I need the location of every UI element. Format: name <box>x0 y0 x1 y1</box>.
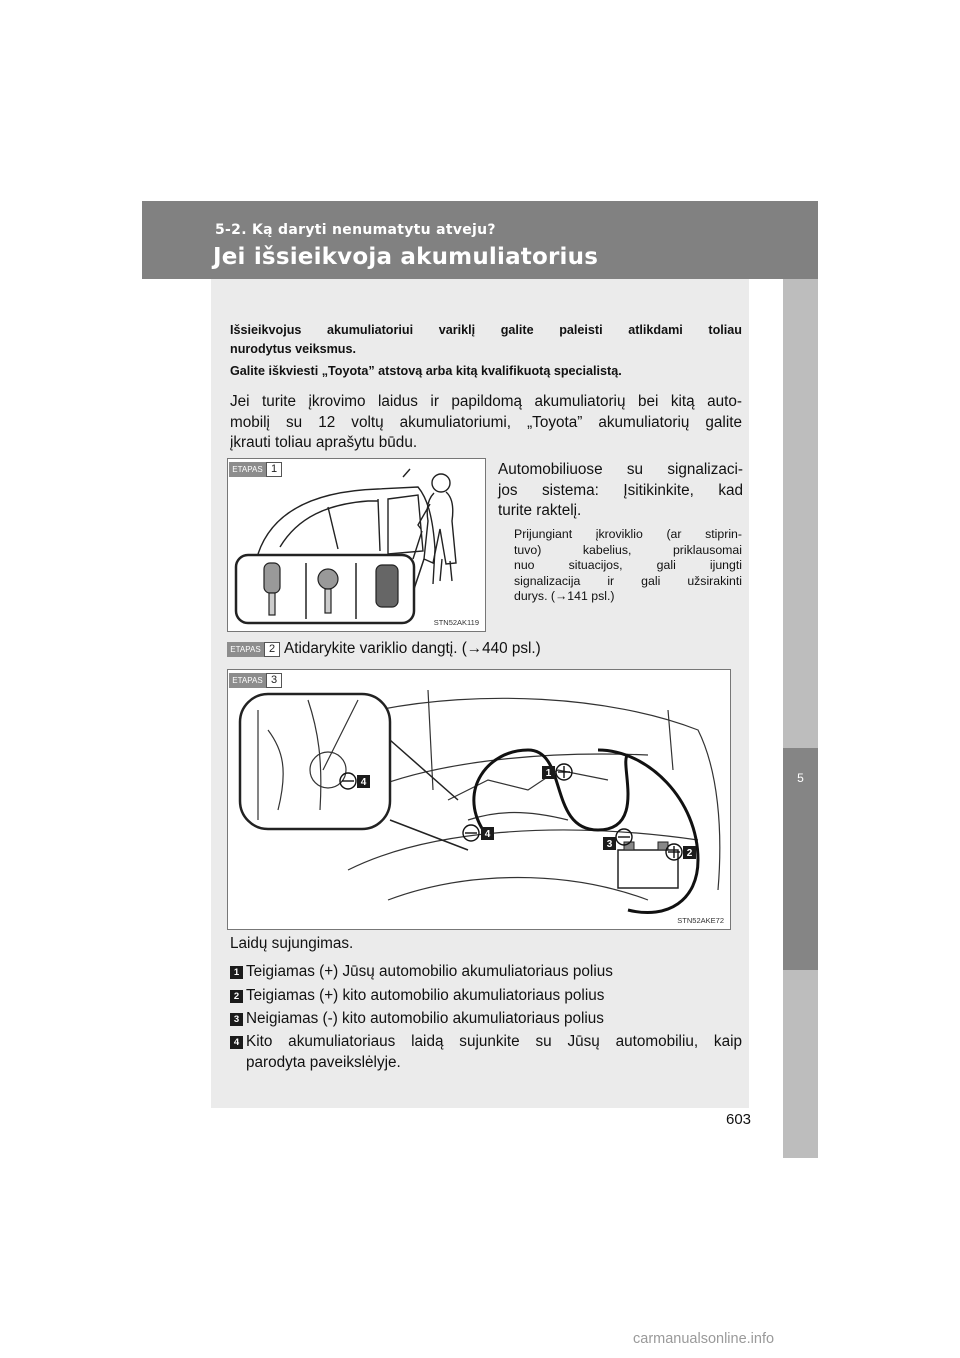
item-number: 2 <box>230 990 243 1003</box>
list-item <box>230 986 742 1007</box>
figure-badge-3: 3 <box>606 839 613 850</box>
step1-figure <box>227 458 486 632</box>
step-label: ETAPAS <box>229 673 266 688</box>
item-text: Teigiamas (+) kito automobilio akumuliatoriaus polius <box>246 987 605 1004</box>
item-number: 4 <box>230 1036 243 1049</box>
step2-text: Atidarykite variklio dangtį. (→440 psl.) <box>284 640 541 657</box>
item-text-line: Kito akumuliatoriaus laidą sujunkite su Jūsų automobiliu, kaip <box>246 1033 742 1050</box>
intro-paragraph <box>230 392 742 454</box>
section-heading: 5-2. Ką daryti nenumatytu atveju? <box>215 222 496 238</box>
figure-code: STN52AK119 <box>433 618 479 627</box>
watermark: carmanualsonline.info <box>633 1331 775 1347</box>
step-number: 1 <box>266 462 282 477</box>
step3-figure <box>227 669 731 930</box>
figure-badge-1: 1 <box>545 768 552 779</box>
step-label: ETAPAS <box>229 462 266 477</box>
step1-line: Automobiliuose su signalizaci- <box>498 461 743 478</box>
step-badge-2 <box>227 642 279 657</box>
chapter-number: 5 <box>797 771 804 785</box>
item-number: 3 <box>230 1013 243 1026</box>
item-text-line: parodyta paveikslėlyje. <box>246 1053 401 1071</box>
item-text: Teigiamas (+) Jūsų automobilio akumuliatoriaus polius <box>246 963 613 980</box>
page-number: 603 <box>726 1111 752 1128</box>
step1-note <box>514 527 742 605</box>
paragraph-line: mobilį su 12 voltų akumuliatoriumi, „Toyota” akumuliatorių galite <box>230 413 742 431</box>
list-item <box>230 962 742 983</box>
note-line: Prijungiant įkroviklio (ar stiprin- <box>514 527 742 541</box>
intro-line-1b: nurodytus veiksmus. <box>230 342 356 356</box>
paragraph-line: įkrauti toliau aprašytu būdu. <box>230 434 418 451</box>
step1-text <box>498 460 743 522</box>
step-number: 3 <box>266 673 282 688</box>
note-line: tuvo) kabelius, priklausomai <box>514 542 742 557</box>
engine-jumper-illustration <box>228 670 730 929</box>
item-text <box>246 1032 742 1073</box>
car-and-keys-illustration <box>228 459 485 631</box>
paragraph-line: Jei turite įkrovimo laidus ir papildomą akumuliatorių bei kitą auto- <box>230 393 742 410</box>
list-item <box>230 1009 742 1030</box>
step-label: ETAPAS <box>227 642 264 657</box>
step-number: 2 <box>264 642 280 657</box>
note-line: durys. (→141 psl.) <box>514 589 615 604</box>
step1-line: jos sistema: Įsitikinkite, kad <box>498 481 743 499</box>
page-title: Jei išsieikvoja akumuliatorius <box>213 244 599 270</box>
item-text: Neigiamas (-) kito automobilio akumuliatoriaus polius <box>246 1010 604 1027</box>
chapter-sidebar <box>783 279 818 1158</box>
step1-line: turite raktelį. <box>498 502 582 519</box>
note-line: signalizacija ir gali užsirakinti <box>514 573 742 588</box>
note-line: nuo situacijos, gali ijungti <box>514 558 742 573</box>
intro-line-2: Galite iškviesti „Toyota” atstovą arba kitą kvalifikuotą specialistą. <box>230 364 622 378</box>
intro-line-1a: Išsieikvojus akumuliatoriui variklį galite paleisti atlikdami toliau <box>230 323 742 337</box>
item-number: 1 <box>230 966 243 979</box>
chapter-title: Nenumatyti atvejai <box>769 843 781 938</box>
figure-badge-2: 2 <box>686 848 693 859</box>
list-item <box>230 1032 742 1073</box>
connections-title: Laidų sujungimas. <box>230 935 354 952</box>
figure-badge-4: 4 <box>360 777 367 788</box>
figure-code: STN52AKE72 <box>677 916 724 925</box>
figure-badge-4: 4 <box>484 829 491 840</box>
